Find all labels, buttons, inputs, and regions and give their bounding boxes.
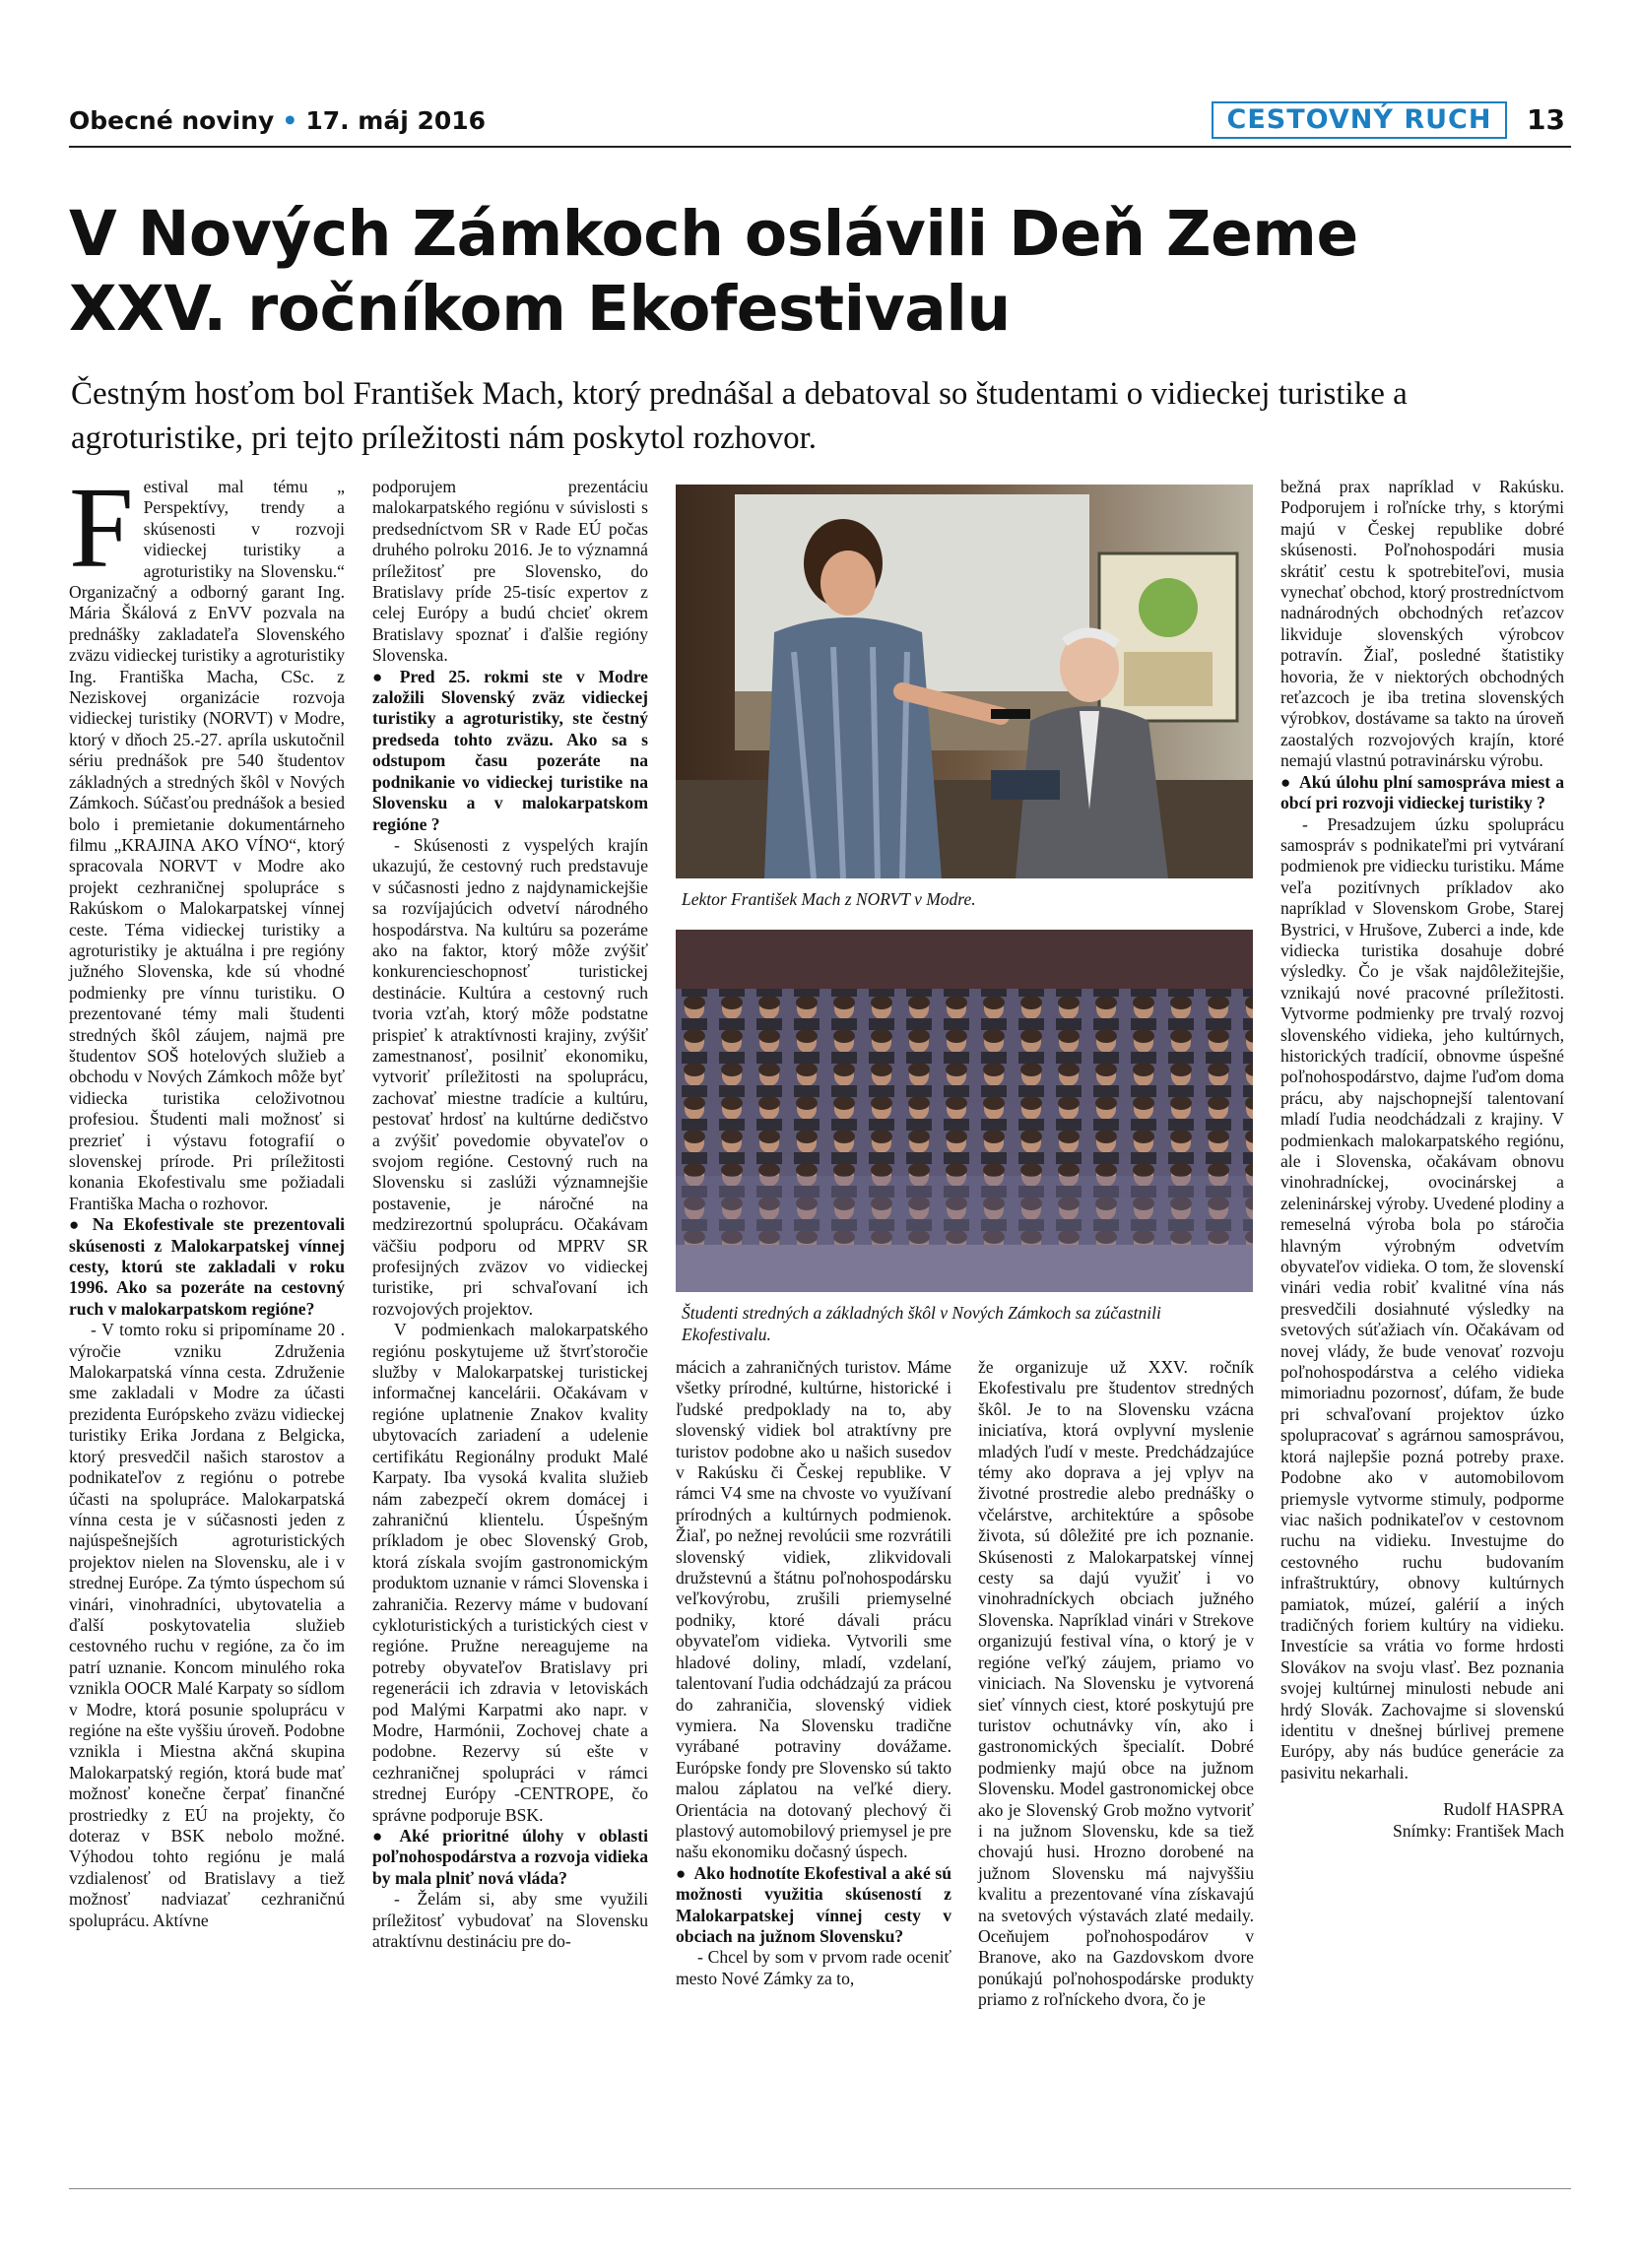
author-byline: Rudolf HASPRA <box>1443 1799 1564 1820</box>
article-column-4 <box>978 1357 1254 2011</box>
interview-question: ● Na Ekofestivale ste prezentovali skúsenosti z Malokarpatskej vínnej cesty, ktorú ste zakladali v roku 1996. Ako sa pozeráte na cestovný ruch v malokarpatskom regióne? <box>69 1214 345 1320</box>
interview-answer: - V tomto roku si pripomíname 20 . výročie vzniku Združenia Malokarpatská vínna cesta. Združenie sme zakladali v Modre za účasti prezidenta Európskeho zväzu vidieckej turistiky Erika Jordana z Belgicka, ktorý presvedčil našich starostov a podnikateľov z regiónu o potrebe účasti na spolupráce. Malokarpatská vínna cesta je v súčasnosti jeden z najúspešnejších agroturistických projektov nielen na Slovensku, ale i v strednej Európe. Za týmto úspechom sú vinári, vinohradníci, ubytovatelia a ďalší poskytovatelia služieb cestovného ruchu v regióne, za čo im patrí uznanie. Koncom minulého roka vznikla OOCR Malé Karpaty so sídlom v Modre, ktorá posunie spoluprácu v regióne na ešte vyššiu úroveň. Podobne vznikla i Miestna akčná skupina Malokarpatský región, ktorá bude mať možnosť konečne čerpať finančné prostriedky z EÚ na projekty, čo doteraz v BSK nebolo možné. Výhodou tohto regiónu je malá vzdialenosť od Bratislavy a tiež možnosť nadviazať cezhraničnú spoluprácu. Aktívne <box>69 1320 345 1930</box>
issue-date: 17. máj 2016 <box>305 106 487 135</box>
photo-audience <box>676 930 1253 1292</box>
article-column-2 <box>372 477 648 1952</box>
publication-name: Obecné noviny <box>69 106 275 135</box>
photo-audience-illustration <box>676 930 1253 1292</box>
answer-continued: mácich a zahraničných turistov. Máme všetky prírodné, kultúrne, historické i ľudské predpoklady na to, aby slovenský vidiek bol atraktívny pre turistov podobne ako u našich susedov v Rakúsku či Českej republike. V rámci V4 sme na chvoste vo využívaní prírodných a kultúrnych podmienok. Žiaľ, po nežnej revolúcii sme rozvrátili slovenský vidiek, zlikvidovali družstevnú a štátnu poľnohospodársku veľkovýrobu, zrušili priemyselné podniky, ktoré dávali prácu obyvateľom vidieka. Vytvorili sme hladové doliny, mladí, vzdelaní, talentovaní ľudia odchádzajú za prácou do zahraničia, slovenský vidiek vymiera. Na Slovensku tradične vyrábané potraviny dovážame. Európske fondy pre Slovensko sú takto malou záplatou na veľké diery. Orientácia na dotovaný plechový či plastový automobilový priemysel je pre našu ekonomiku dočasný úspech. <box>676 1357 951 1862</box>
interview-question: ● Pred 25. rokmi ste v Modre založili Slovenský zväz vidieckej turistiky a agroturistiky, ste čestný predseda tohto zväzu. Ako sa s odstupom času pozeráte na podnikanie vo vidieckej turistike na Slovensku a v malokarpatskom regióne ? <box>372 667 648 835</box>
headline-line-1: V Nových Zámkoch oslávili Deň Zeme <box>69 198 1358 270</box>
separator-dot: • <box>282 106 298 135</box>
answer-continued: bežná prax napríklad v Rakúsku. Podporujem i roľnícke trhy, s ktorými majú v Českej republike dobré skúsenosti. Poľnohospodári musia skrátiť cestu k spotrebiteľovi, musia vynechať obchod, ktorý prostredníctvom nadnárodných obchodných reťazcov likviduje slovenských výrobcov potravín. Žiaľ, posledné štatistiky hovoria, že v niektorých obchodných reťazcoch je iba tretina slovenských výrobkov, dostávame sa takto na úroveň zaostalých rozvojových krajín, ktoré nemajú vlastnú potravinársku výrobu. <box>1280 477 1564 771</box>
answer-continued: že organizuje už XXV. ročník Ekofestivalu pre študentov stredných škôl. Je to na Slovensku vzácna iniciatíva, ktorá ovplyvní myslenie mladých ľudí v meste. Predchádzajúce témy ako doprava a jej vplyv na životné prostredie alebo prednášky o včelárstve, architektúre a spôsobe života, sú dôležité pre ich poznanie. Skúsenosti z Malokarpatskej vínnej cesty sa dajú využiť i vo vinohradníckych obciach južného Slovenska. Napríklad vinári v Strekove organizujú festival vína, o ktorý je v regióne veľký záujem, priamo vo viniciach. Na Slovensku je vytvorená sieť vínnych ciest, ktoré poskytujú pre turistov ochutnávky vín, ako i gastronomických špecialít. Dobré podmienky majú obce na južnom Slovensku. Model gastronomickej obce ako je Slovenský Grob možno vytvoriť i na južnom Slovensku, kde sa tiež chovajú husi. Hrozno dorobené na južnom Slovensku má najvyššiu kvalitu a prezentované vína získavajú na svetových výstavách zlaté medaily. Oceňujem poľnohospodárov v Branove, ako na Gazdovskom dvore ponúkajú poľnohospodárske produkty priamo z roľníckeho dvora, čo je <box>978 1357 1254 2010</box>
masthead <box>69 106 486 135</box>
photo-credit: Snímky: František Mach <box>1393 1820 1564 1841</box>
answer-continued: podporujem prezentáciu malokarpatského regiónu v súvislosti s predsedníctvom SR v Rade EÚ počas druhého polroku 2016. Je to významná príležitosť pre Slovensko, do Bratislavy príde 25-tisíc expertov z celej Európy a budú chcieť okrem Bratislavy spoznať i ďalšie regióny Slovenska. <box>372 477 648 666</box>
lead-paragraph: Čestným hosťom bol František Mach, ktorý prednášal a debatoval so študentami o vidieckej turistike a agroturistike, pri tejto príležitosti nám poskytol rozhovor. <box>71 376 1408 456</box>
article-column-3 <box>676 1357 951 1989</box>
headline-line-2: XXV. ročníkom Ekofestivalu <box>69 273 1011 345</box>
photo-lecturer-caption: Lektor František Mach z NORVT v Modre. <box>682 889 976 909</box>
header-rule <box>69 146 1571 148</box>
article-column-1 <box>69 463 345 1931</box>
interview-question: ● Ako hodnotíte Ekofestival a aké sú možnosti využitia skúseností z Malokarpatskej vínnej cesty v obciach na južnom Slovensku? <box>676 1863 951 1948</box>
footer-rule <box>69 2188 1571 2189</box>
photo-audience-caption: Študenti stredných a základných škôl v Nových Zámkoch sa zúčastnili Ekofestivalu. <box>682 1303 1161 1344</box>
headline <box>69 197 1571 347</box>
section-label: CESTOVNÝ RUCH <box>1212 101 1507 139</box>
photo-lecturer <box>676 485 1253 878</box>
interview-answer: - Chcel by som v prvom rade oceniť mesto Nové Zámky za to, <box>676 1947 951 1988</box>
page-number: 13 <box>1527 103 1565 136</box>
article-column-5 <box>1280 477 1564 1842</box>
interview-answer: - Želám si, aby sme využili príležitosť vybudovať na Slovensku atraktívnu destináciu pre do- <box>372 1889 648 1952</box>
interview-answer: - Skúsenosti z vyspelých krajín ukazujú, že cestovný ruch predstavuje v súčasnosti jedno z najdynamickejšie sa rozvíjajúcich odvetví národného hospodárstva. Na kultúru sa pozeráme ako na faktor, ktorý môže zvýšiť konkurencieschopnosť turistickej destinácie. Kultúra a cestovný ruch tvoria vzťah, ktorý môže podstatne prispieť k atraktívnosti krajiny, zvýšiť zamestnanosť, posilniť ekonomiku, vytvoriť príležitosti na spoluprácu, zachovať miestne tradície a kultúru, pestovať hrdosť na kultúrne dedičstvo a zvýšiť povedomie obyvateľov o svojom regióne. Cestovný ruch na Slovensku si zaslúži významnejšie postavenie, je náročné na medzirezortnú spoluprácu. Očakávam väčšiu podporu od MPRV SR profesijných zväzov vo vidieckej turistike, pri schvaľovaní ich rozvojových projektov. <box>372 834 648 1319</box>
interview-answer: V podmienkach malokarpatského regiónu poskytujeme už štvrťstoročie služby v Malokarpatskej turistickej informačnej kancelárii. Očakávam v regióne uplatnenie Znakov kvality ubytovacích zariadení a udelenie certifikátu Regionálny produkt Malé Karpaty. Iba vysoká kvalita služieb nám zabezpečí okrem domácej i zahraničnú klientelu. Úspešným príkladom je obec Slovenský Grob, ktorá získala svojím gastronomickým produktom uznanie v rámci Slovenska i zahraničia. Rezervy máme v budovaní cykloturistických a turistických ciest v regióne. Pružne nereagujeme na potreby obyvateľov Bratislavy pri regenerácii ich zdravia v letoviskách pod Malými Karpatmi ako napr. v Modre, Harmónii, Zochovej chate a podobne. Rezervy sú ešte v cezhraničnej spolupráci v rámci strednej Európy -CENTROPE, čo správne podporuje BSK. <box>372 1320 648 1825</box>
photo-lecturer-illustration <box>676 485 1253 878</box>
interview-answer: - Presadzujem úzku spoluprácu samospráv s podnikateľmi pri vytváraní podmienok pre vidiecku turistiku. Máme veľa pozitívnych príkladov ako napríklad v Slovenskom Grobe, Starej Bystrici, v Hrušove, Zuberci a inde, kde vidiecka turistika dosahuje dobré výsledky. Čo je však najdôležitejšie, vznikajú nové pracovné príležitosti. Vytvorme podmienky pre trvalý rozvoj slovenského vidieka, jeho kultúrnych, historických tradícií, obnovme úspešné poľnohospodárstvo, dajme ľuďom doma prácu, aby najschopnejší talentovaní mladí ľudia neodchádzali z krajiny. V podmienkach malokarpatského regiónu, ale i Slovenska, očakávam obnovu vinohradníckej, ovocinárskej a zeleninárskej výroby. Uvedené plodiny a remeselná výroba bola po stáročia hlavným výrobným odvetvím obyvateľov vidieka. O tom, že slovenskí vinári vedia robiť kvalitné vína nás presvedčili dosiahnuté výsledky na svetových súťažiach vín. Očakávam od novej vlády, že bude venovať rozvoju poľnohospodárstva a celého vidieka mimoriadnu pozornosť, dúfam, že bude pri schvaľovaní projektov úzko spolupracovať s agrárnou samosprávou, ktorá najlepšie pozná potreby praxe. Podobne ako v automobilovom priemysle vytvorme stimuly, podporme viac našich podnikateľov v cestovnom ruchu na vidieku. Investujme do cestovného ruchu budovaním infraštruktúry, obnovy kultúrnych pamiatok, múzeí, galérií a iných tradičných foriem kultúry na vidieku. Investície sa vrátia vo forme hrdosti Slovákov na svoju vlasť. Bez poznania svojej kultúrnej minulosti nebude ani hrdý Slovák. Zachovajme si slovenskú identitu v dnešnej búrlivej premene Európy, aby nás budúce generácie za pasivitu nekarhali. <box>1280 813 1564 1782</box>
intro-paragraph: Festival mal tému „ Perspektívy, trendy a skúsenosti v rozvoji vidieckej turistiky a agroturistiky na Slovensku.“ Organizačný a odborný garant Ing. Mária Škálová z EnVV pozvala na prednášky zakladateľa Slovenského zväzu vidieckej turistiky a agroturistiky Ing. Františka Macha, CSc. z Neziskovej organizácie rozvoja vidieckej turistiky (NORVT) v Modre, ktorý v dňoch 25.-27. apríla uskutočnil sériu prednášok pre 540 študentov základných a stredných škôl v Nových Zámkoch. Súčasťou prednášok a besied bolo i premietanie dokumentárneho filmu „KRAJINA AKO VÍNO“, ktorý spracovala NORVT v Modre ako projekt cezhraničnej spolupráce s Rakúskom o Malokarpatskej vínnej ceste. Téma vidieckej turistiky a agroturistiky je aktuálna i pre regióny južného Slovenska, kde sú vhodné podmienky pre vínnu turistiku. O prezentované témy mali študenti stredných škôl záujem, najmä pre študentov SOŠ hotelových služieb a obchodu v Nových Zámkoch môže byť vidiecka turistika celoživotnou profesiou. Študenti mali možnosť si prezrieť i výstavu fotografií o slovenskej prírode. Pri príležitosti konania Ekofestivalu sme požiadali Františka Macha o rozhovor. <box>69 463 345 1213</box>
interview-question: ● Aké prioritné úlohy v oblasti poľnohospodárstva a rozvoja vidieka by mala plniť nová vláda? <box>372 1826 648 1889</box>
interview-question: ● Akú úlohu plní samospráva miest a obcí pri rozvoji vidieckej turistiky ? <box>1280 772 1564 814</box>
drop-cap: F <box>69 463 134 592</box>
